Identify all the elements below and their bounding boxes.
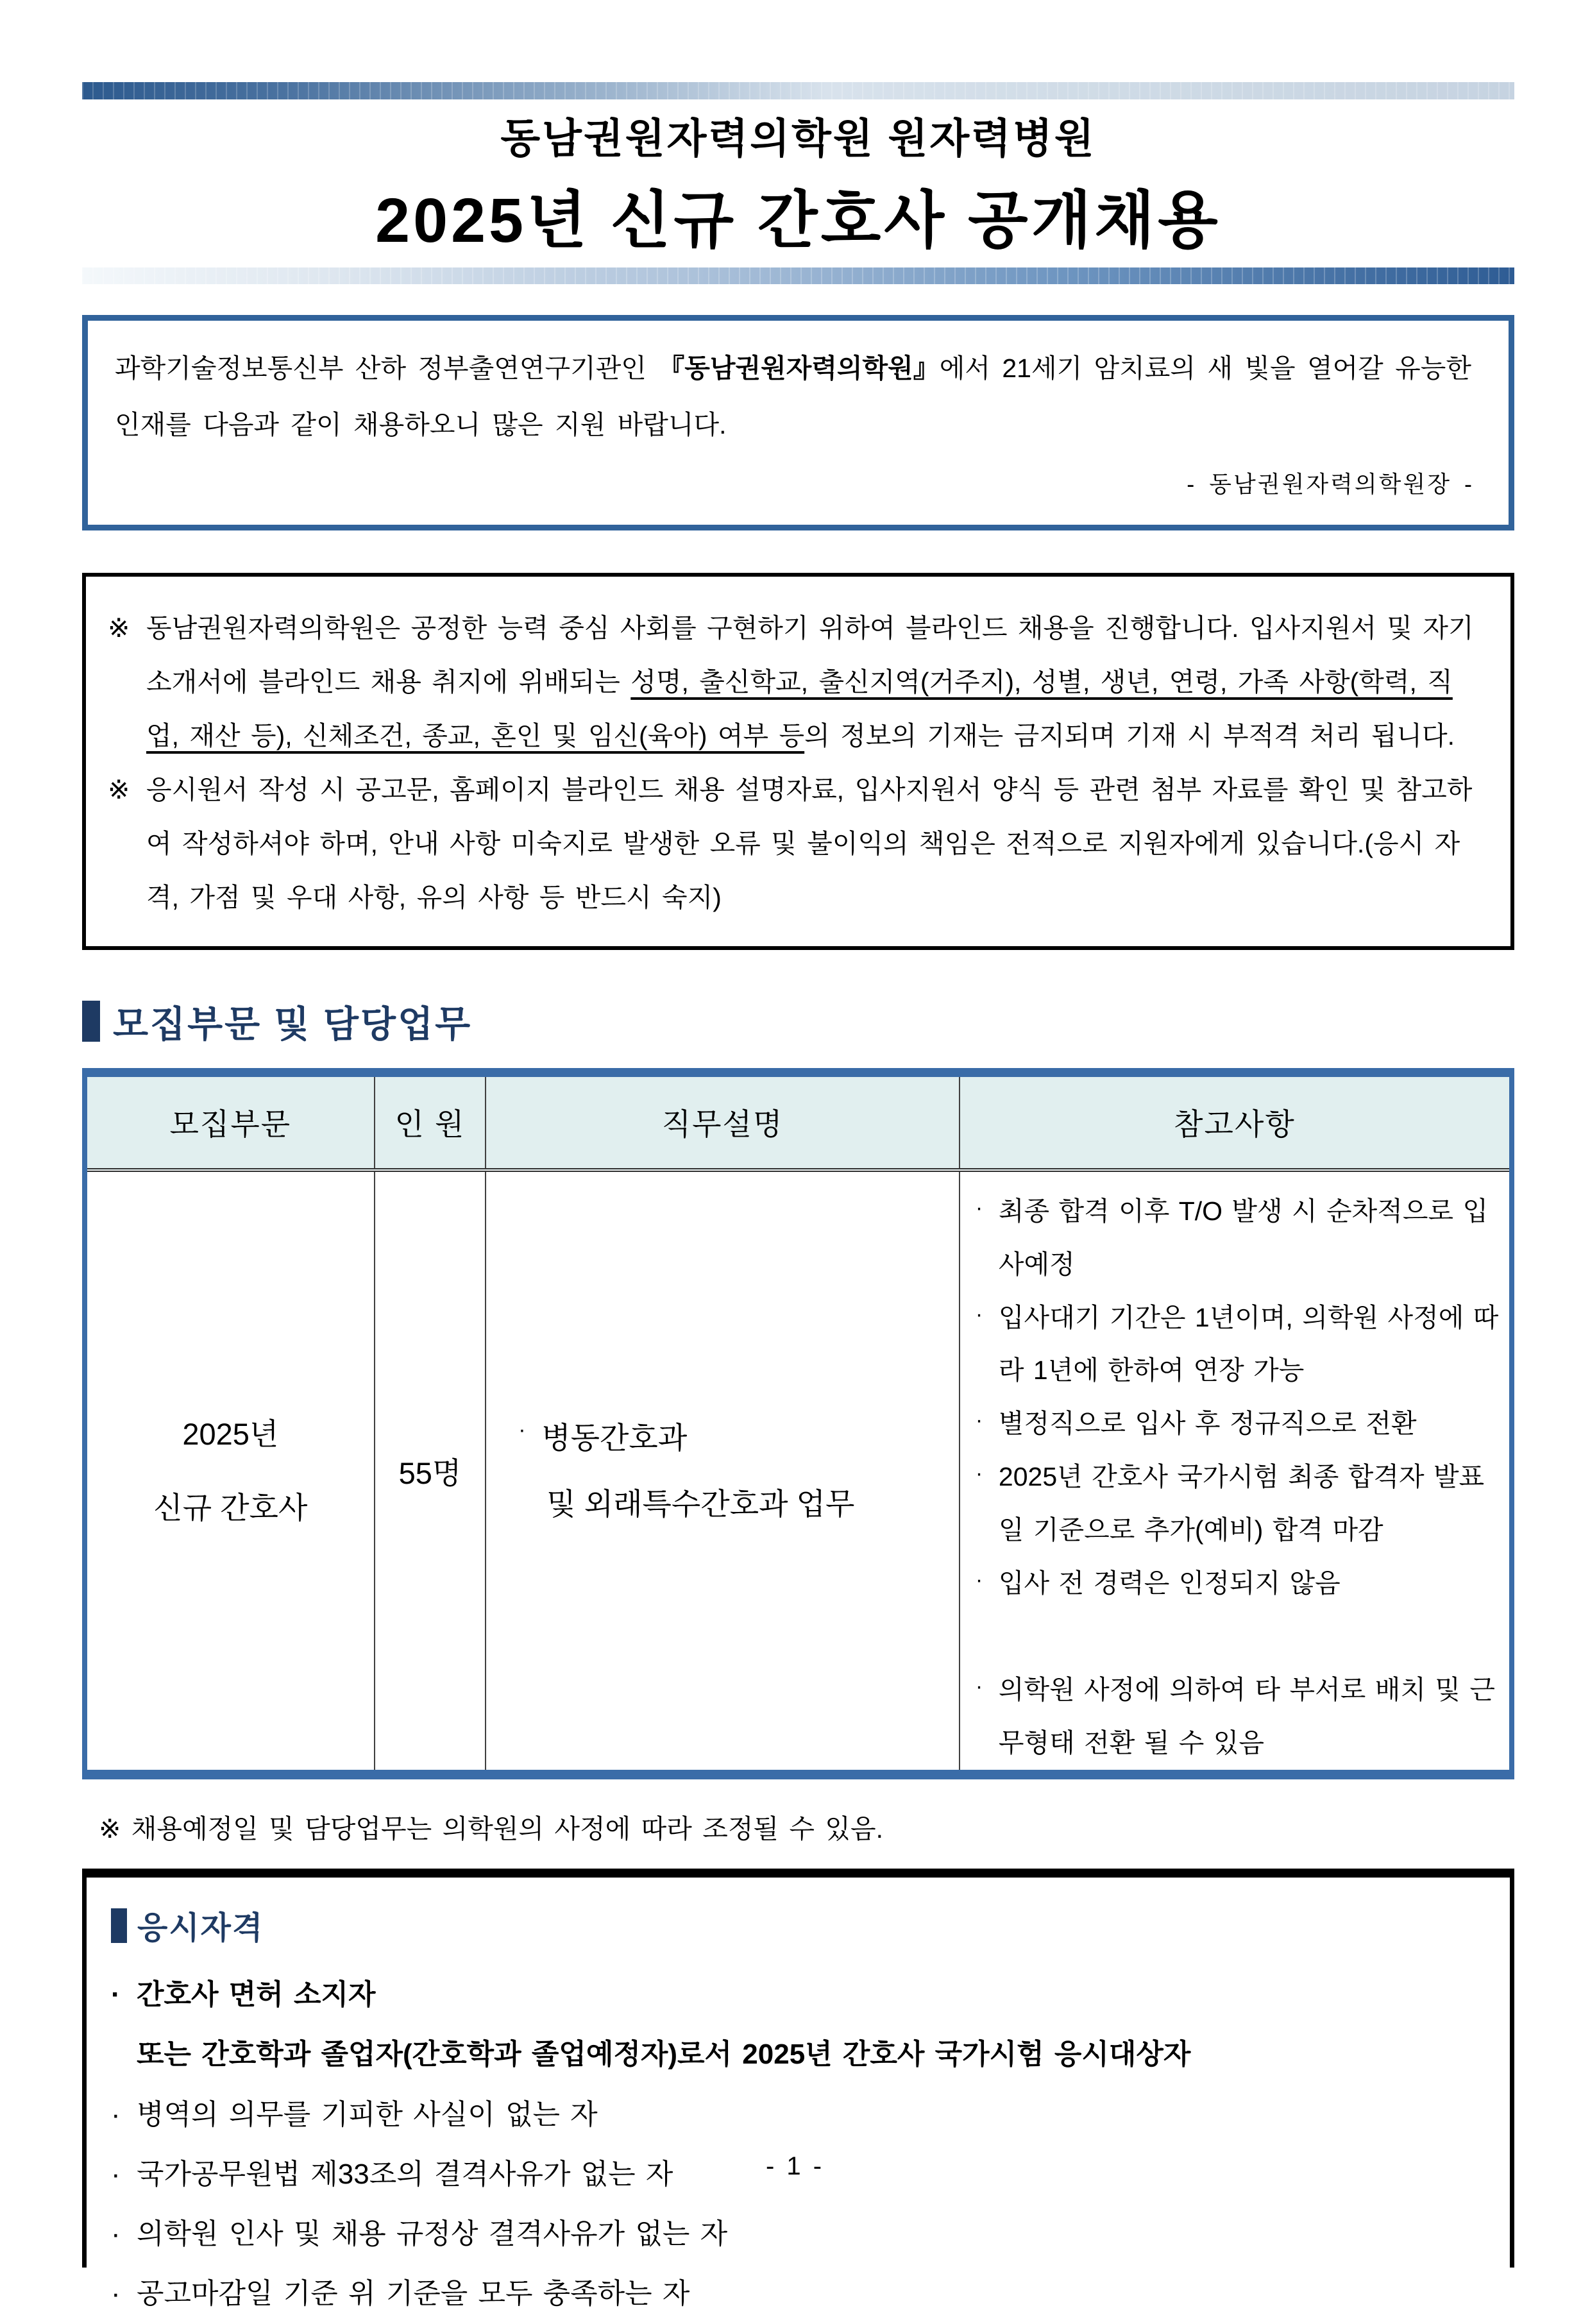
notice-item-2-body: 응시원서 작성 시 공고문, 홈페이지 블라인드 채용 설명자료, 입사지원서 양식 등 관련 첨부 자료를 확인 및 참고하여 작성하셔야 하며, 안내 사항 미숙지로 발생한 오류 및 불이익의 책임은 전적으로 지원자에게 있습니다.(응시 자격, 가점 및 우대 사항, 유의 사항 등 반드시 숙지): [146, 774, 1473, 912]
intro-text-post: 에서 21세기 암치료의 새 빛을 열어갈 유능한 인재를 다음과 같이 채용하오니 많은 지원 바랍니다.: [115, 353, 1472, 440]
table-header-row: [85, 1073, 1512, 1170]
eligibility-box: [82, 1869, 1514, 2310]
note-text: 입사 전 경력은 인정되지 않음: [998, 1568, 1341, 1598]
duty-line-1-text: 병동간호과: [541, 1420, 688, 1455]
duty-line-2: 및 외래특수간호과 업무: [546, 1487, 855, 1522]
signature-line: - 동남권원자력의학원장 -: [1187, 471, 1474, 498]
note-text: 별정직으로 입사 후 정규직으로 전환: [998, 1409, 1417, 1439]
section-marker-block: [111, 1908, 127, 1943]
notice-item-2: [108, 763, 1485, 924]
bullet-icon: ·: [975, 1674, 983, 1699]
bullet-icon: ·: [518, 1417, 526, 1442]
bullet-icon: ·: [975, 1408, 983, 1433]
eligibility-item: [111, 2204, 1484, 2264]
bullet-icon: ·: [975, 1195, 983, 1220]
note-item: [976, 1450, 1500, 1557]
note-item: [976, 1185, 1500, 1291]
bullet-icon: ·: [975, 1302, 983, 1327]
intro-box: [82, 315, 1514, 530]
intro-text-pre: 과학기술정보통신부 산하 정부출연연구기관인: [115, 353, 659, 383]
eligibility-item-text: 공고마감일 기준 위 기준을 모두 충족하는 자: [137, 2278, 690, 2310]
category-line-1: 2025년: [182, 1416, 279, 1451]
eligibility-item: [111, 1965, 1484, 2024]
note-item: [976, 1397, 1500, 1450]
recruitment-table: [82, 1068, 1514, 1779]
eligibility-item-continuation: 또는 간호학과 졸업자(간호학과 졸업예정자)로서 2025년 간호사 국가시험 응시대상자: [137, 2039, 1191, 2071]
note-item: [976, 1663, 1500, 1770]
section-heading-eligibility: [111, 1903, 1484, 1948]
page-number: - 1 -: [765, 2152, 825, 2180]
reference-mark: ※: [108, 774, 130, 804]
cell-notes: [960, 1170, 1512, 1775]
notice-item-1: [108, 601, 1485, 763]
note-text: 최종 합격 이후 T/O 발생 시 순차적으로 입사예정: [998, 1196, 1489, 1279]
bullet-icon: ·: [111, 1979, 121, 2011]
section-heading-recruitment: [82, 995, 1514, 1047]
column-header-notes: 참고사항: [960, 1073, 1512, 1170]
bullet-icon: ·: [975, 1567, 983, 1592]
reference-mark: ※: [108, 613, 130, 643]
section-heading-label: 모집부문 및 담당업무: [113, 1003, 473, 1045]
note-text: 입사대기 기간은 1년이며, 의학원 사정에 따라 1년에 한하여 연장 가능: [998, 1302, 1499, 1386]
cell-count: 55명: [375, 1170, 486, 1775]
note-item: [976, 1557, 1500, 1610]
page-title: 2025년 신규 간호사 공개채용: [375, 185, 1221, 255]
eligibility-item-text: 의학원 인사 및 채용 규정상 결격사유가 없는 자: [137, 2218, 728, 2250]
intro-text-institute: 『동남권원자력의학원』: [658, 353, 940, 383]
column-header-category: 모집부문: [85, 1073, 375, 1170]
note-text: 의학원 사정에 의하여 타 부서로 배치 및 근무형태 전환 될 수 있음: [998, 1675, 1495, 1758]
notice-1-sentence-2-post: 의 정보의 기재는 금지되며 기재 시 부적격 처리 됩니다.: [804, 720, 1455, 751]
column-header-count: 인 원: [375, 1073, 486, 1170]
notice-item-1-body: [146, 601, 1485, 763]
notice-1-sentence-2-pre: 입사지원서 및 자기소개서에 블라인드 채용 취지에 위배되는: [146, 613, 1474, 697]
blind-notice-box: [82, 573, 1514, 950]
column-header-duty: 직무설명: [486, 1073, 960, 1170]
bullet-icon: ·: [111, 2218, 121, 2250]
note-text: 2025년 간호사 국가시험 최종 합격자 발표일 기준으로 추가(예비) 합격 마감: [998, 1462, 1485, 1545]
bullet-icon: ·: [111, 2278, 121, 2310]
intro-paragraph: [115, 340, 1482, 453]
bullet-icon: ·: [975, 1461, 983, 1486]
eligibility-item-text: 간호사 면허 소지자: [137, 1979, 376, 2011]
header-gradient-bar-bottom: [82, 267, 1514, 284]
duty-line-1: [518, 1405, 959, 1471]
bullet-icon: ·: [111, 2098, 121, 2130]
organization-title: 동남권원자력의학원 원자력병원: [500, 115, 1096, 162]
eligibility-item-text: 국가공무원법 제33조의 결격사유가 없는 자: [137, 2158, 673, 2190]
notice-1-sentence-1: 동남권원자력의학원은 공정한 능력 중심 사회를 구현하기 위하여 블라인드 채용을 진행합니다.: [146, 613, 1239, 643]
notice-1-underlined-terms: 성명, 출신학교, 출신지역(거주지), 성별, 생년, 연령, 가족 사항(학력, 직업, 재산 등), 신체조건, 종교, 혼인 및 임신(육아) 여부 등: [146, 666, 1453, 751]
eligibility-item: [111, 2085, 1484, 2144]
eligibility-heading-label: 응시자격: [137, 1911, 264, 1946]
cell-category: [85, 1170, 375, 1775]
eligibility-item-text: 병역의 의무를 기피한 사실이 없는 자: [137, 2098, 598, 2130]
eligibility-item: [111, 2264, 1484, 2323]
section-marker-block: [82, 1001, 100, 1042]
table-footnote: ※ 채용예정일 및 담당업무는 의학원의 사정에 따라 조정될 수 있음.: [99, 1814, 884, 1844]
cell-duty: [486, 1170, 960, 1775]
eligibility-list: [111, 1965, 1484, 2324]
header-gradient-bar-top: [82, 82, 1514, 99]
category-line-2: 신규 간호사: [153, 1491, 308, 1525]
table-row: [85, 1170, 1512, 1775]
bullet-icon: ·: [111, 2158, 121, 2190]
note-item: [976, 1291, 1500, 1398]
